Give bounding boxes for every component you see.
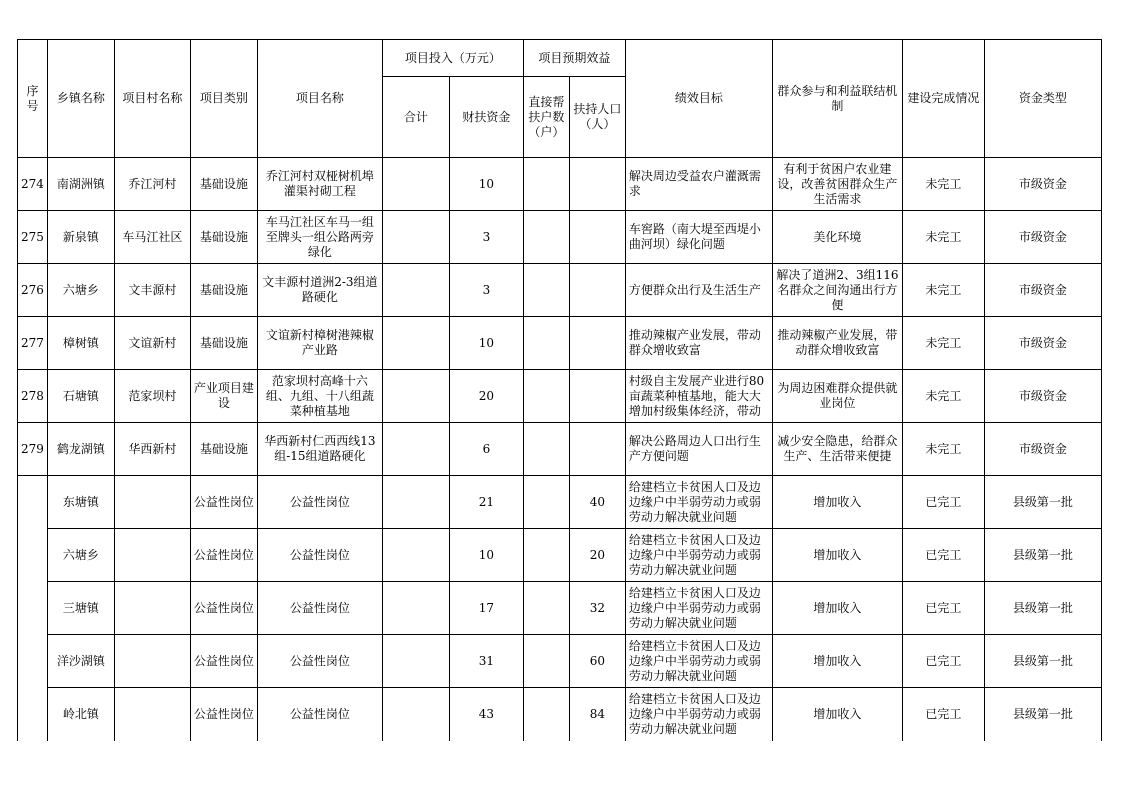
cell-status: 未完工 [902,158,984,211]
cell-people [569,317,625,370]
cell-fiscal: 10 [449,529,523,582]
header-benefit: 项目预期效益 [523,40,625,77]
cell-fiscal: 17 [449,582,523,635]
cell-town: 新泉镇 [47,211,114,264]
cell-fund-type: 县级第一批 [984,688,1101,741]
table-row [18,158,1102,211]
cell-seq: 278 [18,370,48,423]
header-village: 项目村名称 [114,40,190,158]
cell-total [382,529,449,582]
cell-seq: 276 [18,264,48,317]
cell-people: 84 [569,688,625,741]
cell-goal: 推动辣椒产业发展，带动群众增收致富 [625,317,772,370]
cell-total [382,476,449,529]
cell-category: 公益性岗位 [190,529,257,582]
cell-status: 未完工 [902,211,984,264]
cell-mechanism: 有利于贫困户农业建设，改善贫困群众生产生活需求 [772,158,902,211]
table-row [18,370,1102,423]
cell-fund-type: 市级资金 [984,264,1101,317]
header-seq: 序号 [18,40,48,158]
cell-village: 乔江河村 [114,158,190,211]
header-households: 直接帮扶户数（户） [523,77,569,158]
cell-fund-type: 市级资金 [984,423,1101,476]
cell-seq [18,688,48,741]
cell-project: 公益性岗位 [257,582,382,635]
cell-total [382,264,449,317]
cell-town: 六塘乡 [47,264,114,317]
cell-people [569,211,625,264]
cell-mechanism: 增加收入 [772,688,902,741]
cell-goal: 解决周边受益农户灌溉需求 [625,158,772,211]
cell-total [382,582,449,635]
header-town: 乡镇名称 [47,40,114,158]
table-row [18,264,1102,317]
cell-people [569,370,625,423]
cell-category: 基础设施 [190,423,257,476]
cell-mechanism: 解决了道洲2、3组116名群众之间沟通出行方便 [772,264,902,317]
cell-people [569,158,625,211]
cell-status: 未完工 [902,264,984,317]
cell-village [114,476,190,529]
header-fund-type: 资金类型 [984,40,1101,158]
cell-households [523,582,569,635]
cell-town: 南湖洲镇 [47,158,114,211]
cell-seq [18,529,48,582]
table-row [18,476,1102,529]
cell-seq [18,582,48,635]
table-row [18,529,1102,582]
header-people: 扶持人口（人） [569,77,625,158]
cell-project: 华西新村仁西西线13组-15组道路硬化 [257,423,382,476]
header-fiscal: 财扶资金 [449,77,523,158]
cell-households [523,476,569,529]
cell-mechanism: 减少安全隐患，给群众生产、生活带来便捷 [772,423,902,476]
cell-people [569,264,625,317]
cell-fiscal: 31 [449,635,523,688]
cell-project: 公益性岗位 [257,529,382,582]
cell-households [523,423,569,476]
cell-fiscal: 10 [449,158,523,211]
cell-town: 石塘镇 [47,370,114,423]
table-row [18,423,1102,476]
cell-mechanism: 推动辣椒产业发展，带动群众增收致富 [772,317,902,370]
cell-seq: 279 [18,423,48,476]
cell-status: 已完工 [902,476,984,529]
cell-mechanism: 为周边困难群众提供就业岗位 [772,370,902,423]
cell-fund-type: 市级资金 [984,370,1101,423]
cell-village: 范家坝村 [114,370,190,423]
cell-fund-type: 县级第一批 [984,476,1101,529]
header-investment: 项目投入（万元） [382,40,523,77]
cell-total [382,370,449,423]
cell-village [114,582,190,635]
cell-fund-type: 市级资金 [984,211,1101,264]
cell-category: 基础设施 [190,211,257,264]
cell-status: 未完工 [902,317,984,370]
cell-fund-type: 市级资金 [984,158,1101,211]
cell-total [382,211,449,264]
cell-mechanism: 美化环境 [772,211,902,264]
cell-project: 文丰源村道洲2-3组道路硬化 [257,264,382,317]
cell-total [382,635,449,688]
cell-goal: 给建档立卡贫困人口及边边缘户中半弱劳动力或弱劳动力解决就业问题 [625,688,772,741]
cell-goal: 给建档立卡贫困人口及边边缘户中半弱劳动力或弱劳动力解决就业问题 [625,635,772,688]
cell-category: 基础设施 [190,158,257,211]
cell-fiscal: 21 [449,476,523,529]
cell-goal: 村级自主发展产业进行80亩蔬菜种植基地，能大大增加村级集体经济，带动 [625,370,772,423]
project-table [17,39,1102,741]
cell-fund-type: 县级第一批 [984,529,1101,582]
header-total: 合计 [382,77,449,158]
cell-fund-type: 县级第一批 [984,582,1101,635]
cell-fund-type: 市级资金 [984,317,1101,370]
cell-village: 车马江社区 [114,211,190,264]
cell-goal: 车窖路（南大堤至西堤小曲河坝）绿化问题 [625,211,772,264]
cell-village: 文丰源村 [114,264,190,317]
cell-fiscal: 20 [449,370,523,423]
cell-households [523,635,569,688]
cell-town: 三塘镇 [47,582,114,635]
cell-village [114,688,190,741]
cell-people: 20 [569,529,625,582]
cell-mechanism: 增加收入 [772,529,902,582]
cell-fiscal: 10 [449,317,523,370]
table-header [18,40,1102,158]
cell-town: 洋沙湖镇 [47,635,114,688]
cell-households [523,370,569,423]
header-goal: 绩效目标 [625,40,772,158]
table-row [18,582,1102,635]
cell-category: 产业项目建设 [190,370,257,423]
cell-seq: 275 [18,211,48,264]
cell-project: 范家坝村高峰十六组、九组、十八组蔬菜种植基地 [257,370,382,423]
cell-project: 文谊新村樟树港辣椒产业路 [257,317,382,370]
cell-category: 公益性岗位 [190,688,257,741]
cell-status: 已完工 [902,582,984,635]
cell-town: 樟树镇 [47,317,114,370]
cell-category: 公益性岗位 [190,635,257,688]
cell-status: 未完工 [902,423,984,476]
cell-people: 40 [569,476,625,529]
cell-people: 32 [569,582,625,635]
cell-project: 车马江社区车马一组至牌头一组公路两旁绿化 [257,211,382,264]
table-body [18,158,1102,741]
cell-people [569,423,625,476]
cell-fiscal: 3 [449,211,523,264]
cell-households [523,688,569,741]
table-row [18,211,1102,264]
header-project: 项目名称 [257,40,382,158]
cell-town: 鹤龙湖镇 [47,423,114,476]
cell-goal: 给建档立卡贫困人口及边边缘户中半弱劳动力或弱劳动力解决就业问题 [625,529,772,582]
cell-status: 未完工 [902,370,984,423]
cell-total [382,158,449,211]
cell-category: 公益性岗位 [190,476,257,529]
cell-mechanism: 增加收入 [772,635,902,688]
cell-project: 公益性岗位 [257,635,382,688]
cell-village: 文谊新村 [114,317,190,370]
cell-status: 已完工 [902,635,984,688]
cell-status: 已完工 [902,688,984,741]
cell-status: 已完工 [902,529,984,582]
cell-mechanism: 增加收入 [772,476,902,529]
cell-goal: 给建档立卡贫困人口及边边缘户中半弱劳动力或弱劳动力解决就业问题 [625,476,772,529]
cell-goal: 解决公路周边人口出行生产方便问题 [625,423,772,476]
cell-households [523,264,569,317]
cell-fiscal: 3 [449,264,523,317]
header-mechanism: 群众参与和利益联结机制 [772,40,902,158]
cell-total [382,688,449,741]
cell-fund-type: 县级第一批 [984,635,1101,688]
cell-fiscal: 43 [449,688,523,741]
cell-town: 东塘镇 [47,476,114,529]
cell-seq: 277 [18,317,48,370]
cell-total [382,423,449,476]
cell-goal: 方便群众出行及生活生产 [625,264,772,317]
cell-category: 基础设施 [190,264,257,317]
cell-project: 公益性岗位 [257,688,382,741]
cell-category: 基础设施 [190,317,257,370]
cell-seq [18,635,48,688]
cell-households [523,529,569,582]
header-status: 建设完成情况 [902,40,984,158]
table-row [18,688,1102,741]
cell-households [523,211,569,264]
cell-people: 60 [569,635,625,688]
cell-village [114,529,190,582]
cell-households [523,158,569,211]
cell-seq [18,476,48,529]
header-category: 项目类别 [190,40,257,158]
cell-fiscal: 6 [449,423,523,476]
cell-mechanism: 增加收入 [772,582,902,635]
cell-project: 乔江河村双桠树机埠灌渠衬砌工程 [257,158,382,211]
table-row [18,635,1102,688]
cell-category: 公益性岗位 [190,582,257,635]
cell-seq: 274 [18,158,48,211]
cell-village: 华西新村 [114,423,190,476]
cell-town: 岭北镇 [47,688,114,741]
cell-households [523,317,569,370]
cell-goal: 给建档立卡贫困人口及边边缘户中半弱劳动力或弱劳动力解决就业问题 [625,582,772,635]
cell-village [114,635,190,688]
cell-project: 公益性岗位 [257,476,382,529]
table-row [18,317,1102,370]
cell-total [382,317,449,370]
cell-town: 六塘乡 [47,529,114,582]
